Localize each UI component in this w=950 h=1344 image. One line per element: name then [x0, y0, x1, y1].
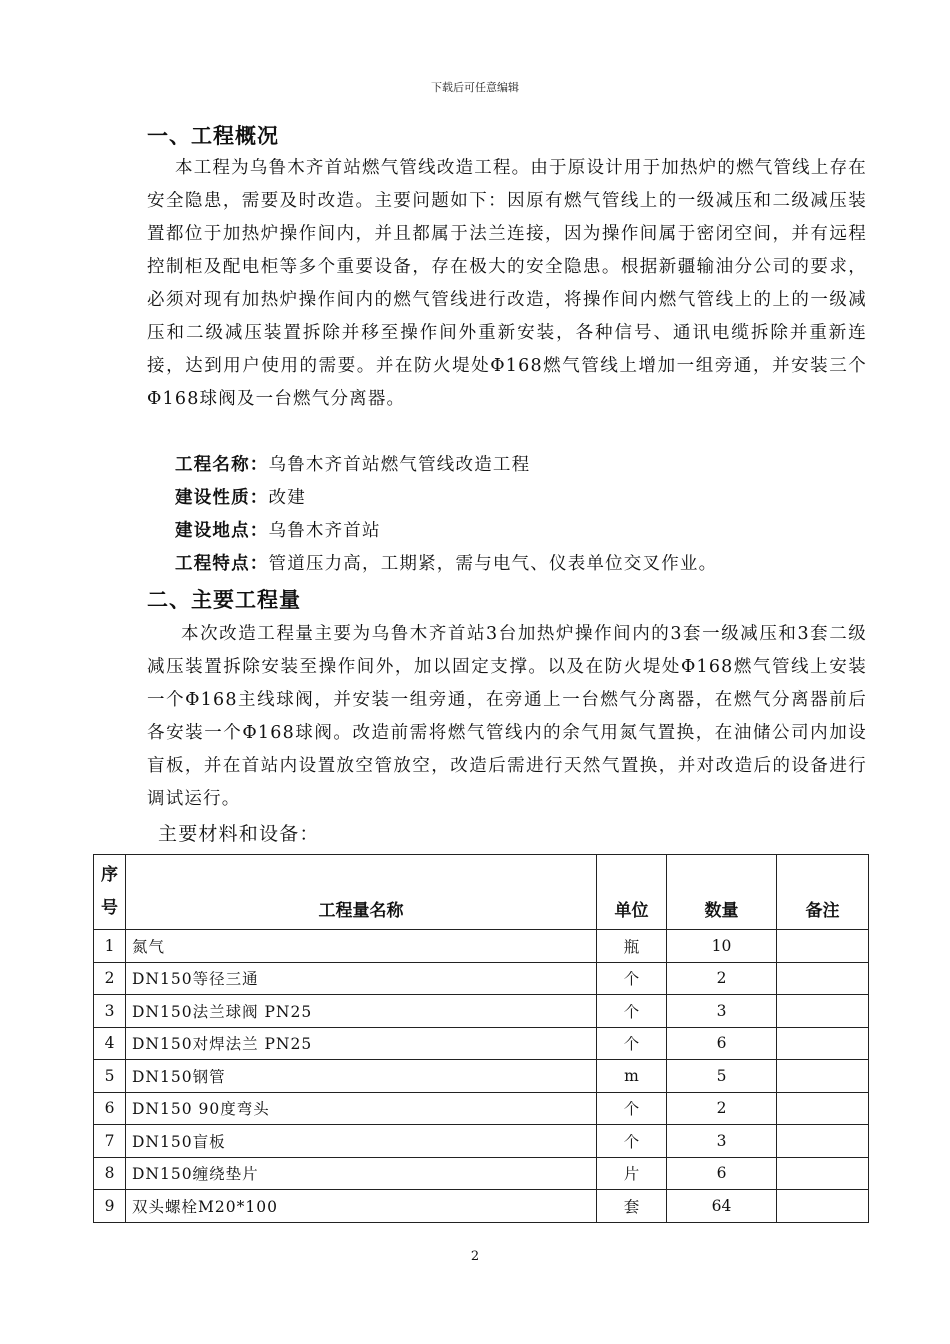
page-number: 2	[470, 1249, 480, 1264]
table-row	[94, 930, 869, 963]
cell-note	[777, 995, 869, 1028]
section-title-overview: 一、工程概况	[147, 124, 279, 148]
cell-name: DN150盲板	[126, 1125, 597, 1158]
cell-qty: 6	[667, 1157, 777, 1190]
cell-unit: 套	[597, 1190, 667, 1223]
field-construction-nature: 建设性质：改建	[175, 488, 306, 508]
col-header-seq: 序 号	[94, 855, 126, 930]
cell-note	[777, 1157, 869, 1190]
table-row	[94, 1092, 869, 1125]
table-row	[94, 1027, 869, 1060]
cell-qty: 3	[667, 1125, 777, 1158]
quantities-paragraph: 本次改造工程量主要为乌鲁木齐首站3台加热炉操作间内的3套一级减压和3套二级减压装置拆除安装至操作间外，加以固定支撑。以及在防火堤处Φ168燃气管线上安装一个Φ168主线球阀，并安装一组旁通，在旁通上一台燃气分离器，在燃气分离器前后各安装一个Φ168球阀。改造前需将燃气管线内的余气用氮气置换，在油储公司内加设盲板，并在首站内设置放空管放空，改造后需进行天然气置换，并对改造后的设备进行调试运行。	[147, 624, 867, 809]
cell-unit: 片	[597, 1157, 667, 1190]
table-row	[94, 962, 869, 995]
cell-note	[777, 930, 869, 963]
cell-name: DN150钢管	[126, 1060, 597, 1093]
table-caption: 主要材料和设备：	[158, 823, 320, 845]
cell-name: 双头螺栓M20*100	[126, 1190, 597, 1223]
table-row	[94, 1125, 869, 1158]
table-row	[94, 1060, 869, 1093]
cell-unit: 个	[597, 1092, 667, 1125]
cell-qty: 2	[667, 1092, 777, 1125]
table-row	[94, 995, 869, 1028]
field-project-features: 工程特点：管道压力高，工期紧，需与电气、仪表单位交叉作业。	[175, 554, 718, 574]
cell-seq: 7	[94, 1125, 126, 1158]
cell-name: DN150法兰球阀 PN25	[126, 995, 597, 1028]
cell-note	[777, 1190, 869, 1223]
cell-qty: 5	[667, 1060, 777, 1093]
materials-table	[93, 854, 869, 1223]
cell-note	[777, 1027, 869, 1060]
cell-qty: 3	[667, 995, 777, 1028]
cell-seq: 2	[94, 962, 126, 995]
cell-seq: 9	[94, 1190, 126, 1223]
cell-qty: 2	[667, 962, 777, 995]
cell-qty: 64	[667, 1190, 777, 1223]
table-header-row	[94, 855, 869, 930]
table-row	[94, 1190, 869, 1223]
col-header-unit: 单位	[597, 855, 667, 930]
overview-paragraph: 本工程为乌鲁木齐首站燃气管线改造工程。由于原设计用于加热炉的燃气管线上存在安全隐患，需要及时改造。主要问题如下：因原有燃气管线上的一级减压和二级减压装置都位于加热炉操作间内，并且都属于法兰连接，因为操作间属于密闭空间，并有远程控制柜及配电柜等多个重要设备，存在极大的安全隐患。根据新疆输油分公司的要求，必须对现有加热炉操作间内的燃气管线进行改造，将操作间内燃气管线上的上的一级减压和二级减压装置拆除并移至操作间外重新安装，各种信号、通讯电缆拆除并重新连接，达到用户使用的需要。并在防火堤处Φ168燃气管线上增加一组旁通，并安装三个Φ168球阀及一台燃气分离器。	[147, 158, 867, 409]
cell-seq: 3	[94, 995, 126, 1028]
field-project-name: 工程名称：乌鲁木齐首站燃气管线改造工程	[175, 455, 531, 475]
cell-seq: 4	[94, 1027, 126, 1060]
page-header: 下载后可任意编辑	[431, 81, 519, 94]
cell-name: DN150缠绕垫片	[126, 1157, 597, 1190]
cell-note	[777, 1060, 869, 1093]
cell-unit: 个	[597, 995, 667, 1028]
col-header-qty: 数量	[667, 855, 777, 930]
cell-name: DN150对焊法兰 PN25	[126, 1027, 597, 1060]
cell-seq: 6	[94, 1092, 126, 1125]
col-header-note: 备注	[777, 855, 869, 930]
cell-note	[777, 1125, 869, 1158]
cell-note	[777, 1092, 869, 1125]
cell-seq: 8	[94, 1157, 126, 1190]
cell-unit: 个	[597, 1125, 667, 1158]
section-title-quantities: 二、主要工程量	[147, 588, 301, 612]
table-row	[94, 1157, 869, 1190]
cell-seq: 1	[94, 930, 126, 963]
cell-qty: 6	[667, 1027, 777, 1060]
cell-note	[777, 962, 869, 995]
cell-unit: 个	[597, 962, 667, 995]
cell-seq: 5	[94, 1060, 126, 1093]
cell-name: DN150等径三通	[126, 962, 597, 995]
cell-unit: 个	[597, 1027, 667, 1060]
cell-unit: m	[597, 1060, 667, 1093]
cell-qty: 10	[667, 930, 777, 963]
cell-unit: 瓶	[597, 930, 667, 963]
field-construction-site: 建设地点：乌鲁木齐首站	[175, 521, 381, 541]
cell-name: DN150 90度弯头	[126, 1092, 597, 1125]
col-header-name: 工程量名称	[126, 855, 597, 930]
cell-name: 氮气	[126, 930, 597, 963]
